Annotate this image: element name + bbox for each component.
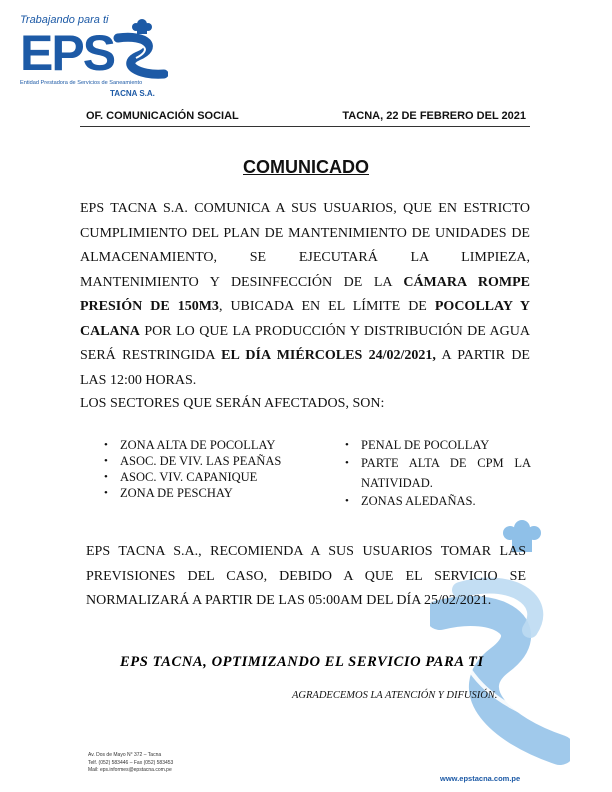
thanks-note: AGRADECEMOS LA ATENCIÓN Y DIFUSIÓN. xyxy=(292,690,498,701)
page-title: COMUNICADO xyxy=(243,157,369,177)
list-item: • ZONA ALTA DE POCOLLAY xyxy=(104,437,304,453)
paragraph-line xyxy=(80,344,530,369)
paragraph-line: EPS TACNA S.A. COMUNICA A SUS USUARIOS, QUE EN ESTRICTO xyxy=(80,201,530,216)
paragraph-line xyxy=(80,295,530,320)
bold-span: PRESIÓN DE 150M3 xyxy=(80,299,219,314)
text-span: SERÁ RESTRINGIDA xyxy=(80,348,222,363)
office-label: OF. COMUNICACIÓN SOCIAL xyxy=(86,110,239,122)
water-drop-icon xyxy=(108,16,168,86)
text-span: , UBICADA EN EL LÍMITE DE xyxy=(218,299,435,314)
logo-tagline: Trabajando para ti xyxy=(20,14,109,26)
logo-wordmark: EPS xyxy=(20,25,115,81)
footer-address: Av. Dos de Mayo N° 372 – Tacna xyxy=(88,752,162,758)
bold-span: EL DÍA MIÉRCOLES 24/02/2021, xyxy=(221,348,436,363)
text-span: MANTENIMIENTO Y DESINFECCIÓN DE LA xyxy=(80,274,404,290)
paragraph-line: LAS 12:00 HORAS. xyxy=(80,372,197,388)
list-item: • PARTE ALTA DE CPM LA NATIVIDAD. xyxy=(345,453,531,493)
logo-company: TACNA S.A. xyxy=(110,89,155,98)
logo-entity: Entidad Prestadora de Servicios de Saneamiento xyxy=(20,80,143,86)
list-item: • ZONAS ALEDAÑAS. xyxy=(345,493,531,509)
list-item: • ASOC. DE VIV. LAS PEAÑAS xyxy=(104,453,304,469)
sectors-list-right xyxy=(345,437,531,509)
paragraph-line: CUMPLIMIENTO DEL PLAN DE MANTENIMIENTO DE UNIDADES DE xyxy=(80,225,530,241)
bold-span: POCOLLAY Y xyxy=(434,299,531,314)
sectors-list-left xyxy=(104,437,304,501)
footer-phone: Telf. (052) 583446 – Fax (052) 583453 xyxy=(88,759,174,766)
footer-mail[interactable]: Mail: eps.informes@epstacna.com.pe xyxy=(88,767,172,773)
company-logo xyxy=(20,14,170,104)
paragraph-line xyxy=(80,320,530,345)
header-divider xyxy=(80,126,530,127)
sectors-intro: LOS SECTORES QUE SERÁN AFECTADOS, SON: xyxy=(80,396,385,411)
footer-contact xyxy=(88,752,173,775)
paragraph-line: NORMALIZARÁ A PARTIR DE LAS 05:00AM DEL DÍA 25/02/2021. xyxy=(86,593,492,608)
bold-span: CÁMARA ROMPE xyxy=(403,274,530,290)
paragraph-line: PREVISIONES DEL CASO, DEBIDO A QUE EL SERVICIO SE xyxy=(86,568,526,584)
paragraph-line xyxy=(80,271,530,296)
main-paragraph xyxy=(80,197,530,393)
recommendation-paragraph xyxy=(86,540,526,614)
list-item: • PENAL DE POCOLLAY xyxy=(345,437,531,453)
paragraph-line: ALMACENAMIENTO, SE EJECUTARÁ LA LIMPIEZA, xyxy=(80,250,530,265)
bold-span: CALANA xyxy=(80,323,140,339)
website-link[interactable]: www.epstacna.com.pe xyxy=(440,774,521,783)
slogan: EPS TACNA, OPTIMIZANDO EL SERVICIO PARA TI xyxy=(120,654,484,670)
list-item: • ASOC. VIV. CAPANIQUE xyxy=(104,469,304,485)
text-span: A PARTIR DE xyxy=(435,348,530,363)
text-span: POR LO QUE LA PRODUCCIÓN Y DISTRIBUCIÓN DE AGUA xyxy=(139,323,530,339)
paragraph-line: EPS TACNA S.A., RECOMIENDA A SUS USUARIOS TOMAR LAS xyxy=(86,544,526,559)
list-item: • ZONA DE PESCHAY xyxy=(104,485,304,501)
place-date: TACNA, 22 DE FEBRERO DEL 2021 xyxy=(342,110,526,122)
